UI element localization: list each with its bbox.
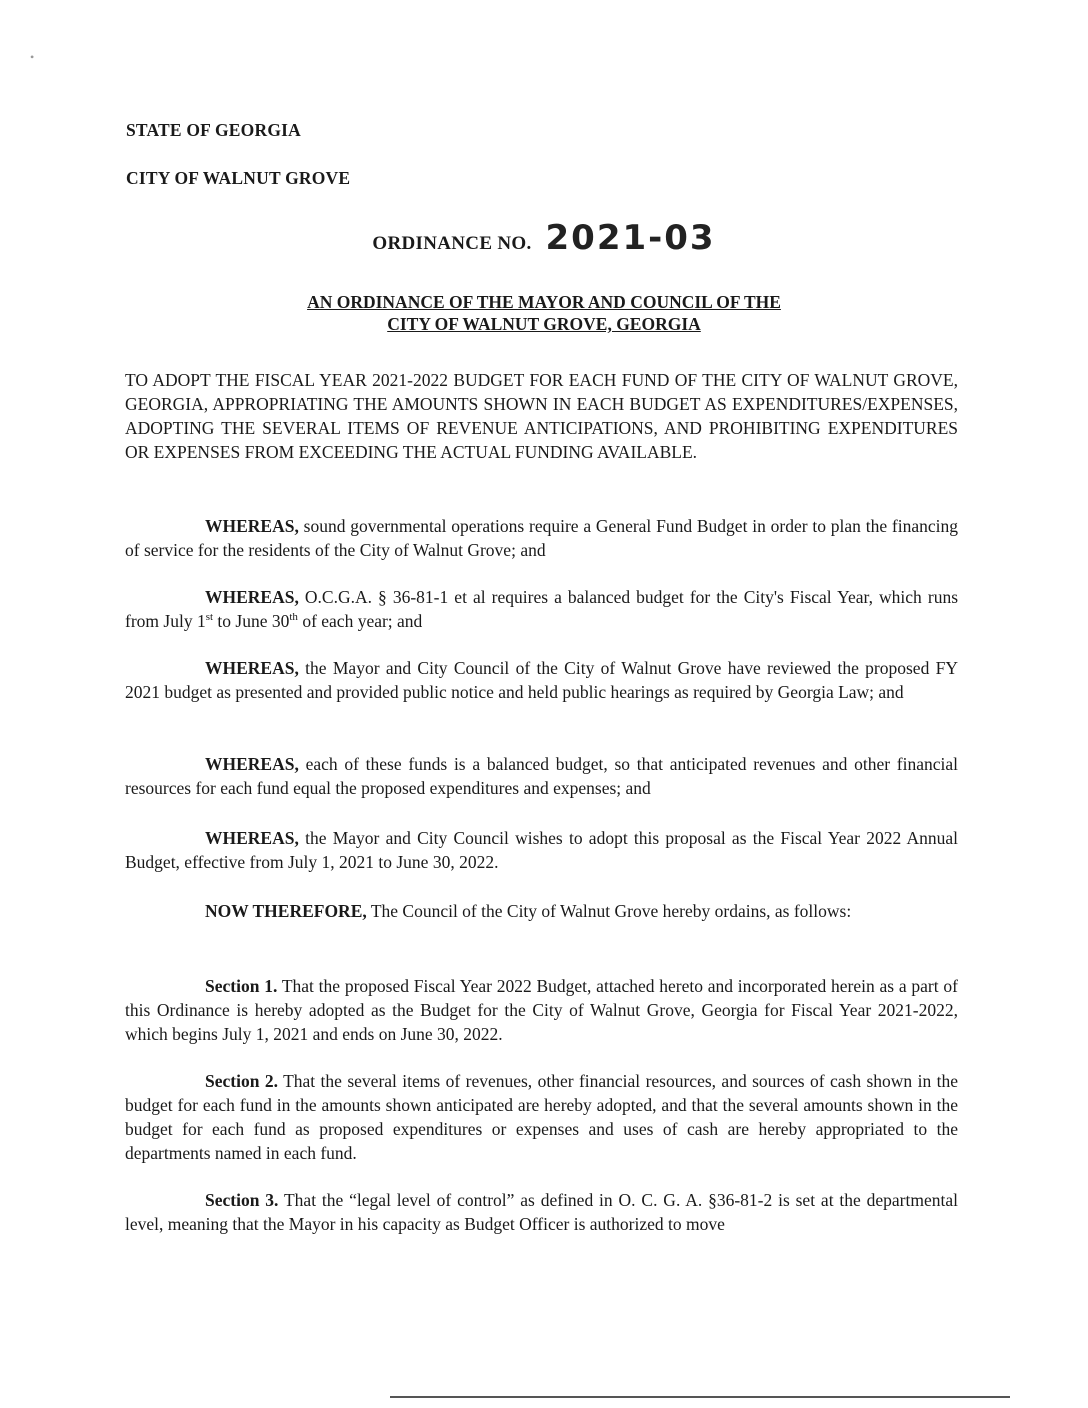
ordinance-title-line-1: AN ORDINANCE OF THE MAYOR AND COUNCIL OF THE <box>307 292 781 312</box>
whereas-text-5: the Mayor and City Council wishes to adopt this proposal as the Fiscal Year 2022 Annual Budget, effective from July 1, 2021 to June 30, 2022. <box>125 828 959 872</box>
now-therefore-text: The Council of the City of Walnut Grove hereby ordains, as follows: <box>370 901 852 921</box>
now-therefore-paragraph <box>125 899 958 923</box>
state-heading: STATE OF GEORGIA <box>126 120 301 140</box>
section-3-text: That the “legal level of control” as defined in O. C. G. A. §36-81-2 is set at the departmental level, meaning that the Mayor in his capacity as Budget Officer is authorized to move <box>125 1190 958 1234</box>
whereas-keyword: WHEREAS, <box>205 587 299 607</box>
whereas-paragraph-4 <box>125 752 958 800</box>
ordinance-label: ORDINANCE NO. <box>372 233 532 254</box>
superscript-th: th <box>289 611 298 624</box>
whereas-text-2a: O.C.G.A. § 36-81-1 et al requires a balanced budget for the City's Fiscal Year, which runs from July 1 <box>125 587 958 631</box>
section-2-text: That the several items of revenues, other financial resources, and sources of cash shown in the budget for each fund in the amounts shown anticipated are hereby adopted, and that the several amounts shown in the budget for each fund as proposed expenditures or expenses and uses of cash are hereby appropriated to the departments named in each fund. <box>125 1071 958 1163</box>
whereas-text-1: sound governmental operations require a General Fund Budget in order to plan the financing of service for the residents of the City of Walnut Grove; and <box>125 516 959 560</box>
ordinance-title-line-2: CITY OF WALNUT GROVE, GEORGIA <box>387 314 701 334</box>
section-1-text: That the proposed Fiscal Year 2022 Budget, attached hereto and incorporated herein as a part of this Ordinance is hereby adopted as the Budget for the City of Walnut Grove, Georgia for Fiscal Year 2021-2022, which begins July 1, 2021 and ends on June 30, 2022. <box>125 976 958 1044</box>
section-3-paragraph <box>125 1188 958 1236</box>
scan-speck: • <box>30 50 35 64</box>
whereas-keyword: WHEREAS, <box>205 658 299 678</box>
section-2-label: Section 2. <box>205 1071 278 1091</box>
whereas-paragraph-1 <box>125 514 958 562</box>
whereas-keyword: WHEREAS, <box>205 828 299 848</box>
section-1-paragraph <box>125 974 958 1046</box>
whereas-text-2c: of each year; and <box>297 611 423 631</box>
section-1-label: Section 1. <box>205 976 278 996</box>
ordinance-number: 2021-03 <box>545 218 716 258</box>
whereas-text-2b: to June 30 <box>213 611 290 631</box>
ordinance-number-line <box>0 218 1088 258</box>
whereas-keyword: WHEREAS, <box>205 516 299 536</box>
whereas-text-4: each of these funds is a balanced budget, so that anticipated revenues and other financial resources for each fund equal the proposed expenditures and expenses; and <box>125 754 958 798</box>
city-heading: CITY OF WALNUT GROVE <box>126 168 351 188</box>
now-therefore-keyword: NOW THEREFORE, <box>205 901 367 921</box>
section-2-paragraph <box>125 1069 958 1165</box>
page-bottom-rule <box>390 1396 1010 1398</box>
section-3-label: Section 3. <box>205 1190 279 1210</box>
superscript-st: st <box>205 611 214 624</box>
whereas-text-3: the Mayor and City Council of the City of Walnut Grove have reviewed the proposed FY 2021 budget as presented and provided public notice and held public hearings as required by Georgia Law; and <box>125 658 959 702</box>
whereas-keyword: WHEREAS, <box>205 754 299 774</box>
whereas-paragraph-3 <box>125 656 958 704</box>
whereas-paragraph-2 <box>125 585 958 633</box>
whereas-paragraph-5 <box>125 826 958 874</box>
purpose-paragraph: TO ADOPT THE FISCAL YEAR 2021-2022 BUDGET FOR EACH FUND OF THE CITY OF WALNUT GROVE, GEORGIA, APPROPRIATING THE AMOUNTS SHOWN IN EACH BUDGET AS EXPENDITURES/EXPENSES, ADOPTING THE SEVERAL ITEMS OF REVENUE ANTICIPATIONS, AND PROHIBITING EXPENDITURES OR EXPENSES FROM EXCEEDING THE ACTUAL FUNDING AVAILABLE. <box>125 370 958 462</box>
